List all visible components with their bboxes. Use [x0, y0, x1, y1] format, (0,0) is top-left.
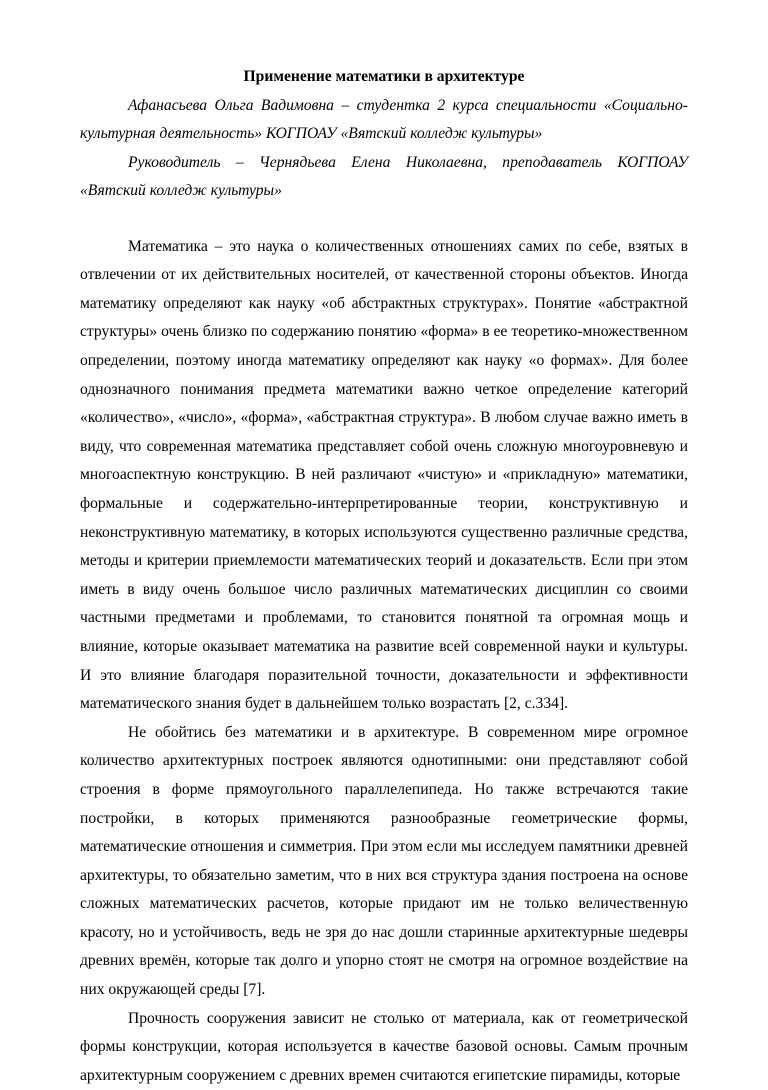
- document-title: Применение математики в архитектуре: [243, 68, 525, 85]
- paragraph-2: Не обойтись без математики и в архитектуре. В современном мире огромное количество архитектурных построек являются однотипными: они представляют собой строения в форме прямоугольного параллелепипеда. Но также встречаются такие постройки, в которых применяются разнообразные геометрические формы, математические отношения и симметрия. При этом если мы исследуем памятники древней архитектуры, то обязательно заметим, что в них вся структура здания построена на основе сложных математических расчетов, которые придают им не только величественную красоту, но и устойчивость, ведь не зря до нас дошли старинные архитектурные шедевры древних времён, которые так долго и упорно стоят не смотря на огромное воздействие на них окружающей среды [7].: [80, 723, 688, 999]
- document-body: [80, 62, 688, 1090]
- author-line: Афанасьева Ольга Вадимовна – студентка 2 курса специальности «Социально-культурная деятельность» КОГПОАУ «Вятский колледж культуры»: [80, 97, 688, 143]
- paragraph-1: Математика – это наука о количественных отношениях самих по себе, взятых в отвлечении от их действительных носителей, от качественной стороны объектов. Иногда математику определяют как науку «об абстрактных структурах». Понятие «абстрактной структуры» очень близко по содержанию понятию «форма» в ее теоретико-множественном определении, поэтому иногда математику определяют как науку «о формах». Для более однозначного понимания предмета математики важно четкое определение категорий «количество», «число», «форма», «абстрактная структура». В любом случае важно иметь в виду, что современная математика представляет собой очень сложную многоуровневую и многоаспектную конструкцию. В ней различают «чистую» и «прикладную» математики, формальные и содержательно-интерпретированные теории, конструктивную и неконструктивную математику, в которых используются существенно различные средства, методы и критерии приемлемости математических теорий и доказательств. Если при этом иметь в виду очень большое число различных математических дисциплин со своими частными предметами и проблемами, то становится понятной та огромная мощь и влияние, которые оказывает математика на развитие всей современной науки и культуры. И это влияние благодаря поразительной точности, доказательности и эффективности математического знания будет в дальнейшем только возрастать [2, с.334].: [80, 237, 688, 713]
- section-spacer: [80, 206, 688, 233]
- supervisor-line: Руководитель – Чернядьева Елена Николаевна, преподаватель КОГПОАУ «Вятский колледж культуры»: [80, 153, 688, 200]
- paragraph-3: Прочность сооружения зависит не столько от материала, как от геометрической формы конструкции, которая используется в качестве базовой основы. Самым прочным архитектурным сооружением с древних времен считаются египетские пирамиды, которые: [80, 1009, 688, 1084]
